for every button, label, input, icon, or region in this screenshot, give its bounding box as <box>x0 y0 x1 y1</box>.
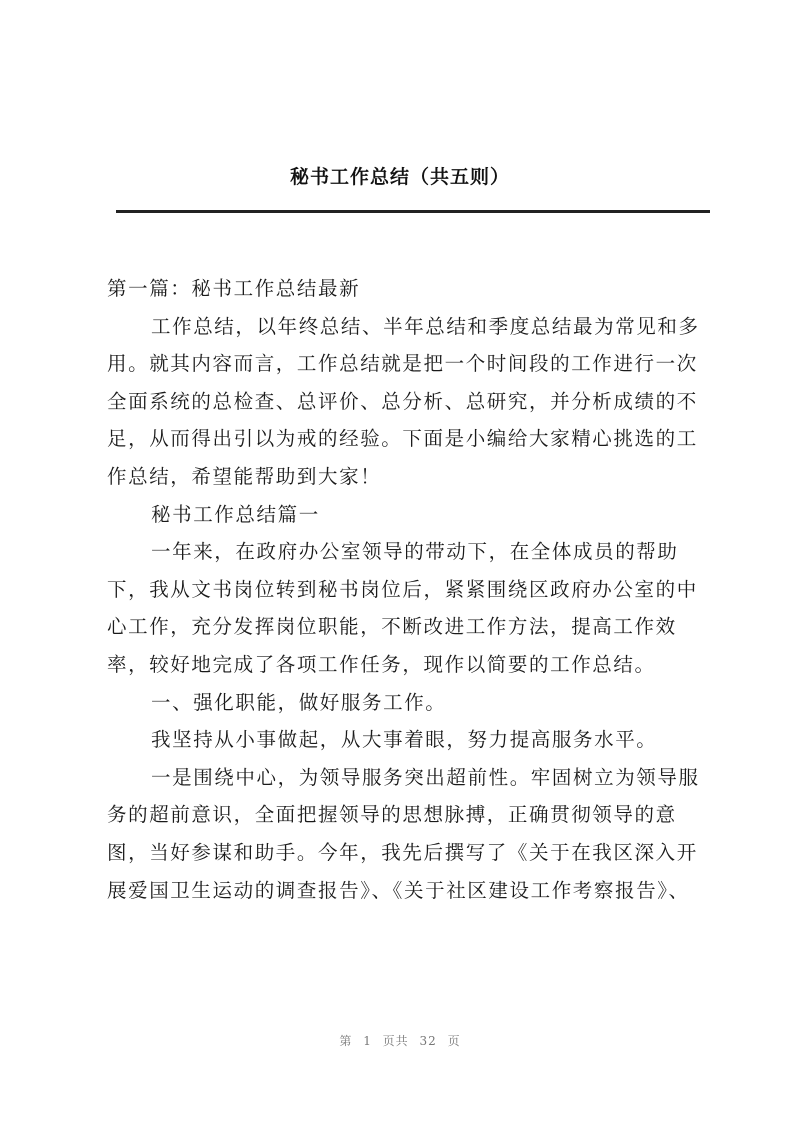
paragraph-line: 一、强化职能，做好服务工作。 <box>151 690 447 714</box>
paragraph-line: 心工作，充分发挥岗位职能，不断改进工作方法，提高工作效 <box>107 615 677 639</box>
paragraph-line: 我坚持从小事做起，从大事着眼，努力提高服务水平。 <box>151 728 658 752</box>
paragraph-line: 一年来，在政府办公室领导的带动下，在全体成员的帮助 <box>151 540 679 564</box>
paragraph-line: 第一篇：秘书工作总结最新 <box>107 277 361 300</box>
paragraph-line: 足，从而得出引以为戒的经验。下面是小编给大家精心挑选的工 <box>107 427 698 451</box>
paragraph-line: 务的超前意识，全面把握领导的思想脉搏，正确贯彻领导的意 <box>107 803 677 827</box>
paragraph-line: 展爱国卫生运动的调查报告》、《关于社区建设工作考察报告》、 <box>107 878 690 902</box>
paragraph-line: 率，较好地完成了各项工作任务，现作以简要的工作总结。 <box>107 652 656 676</box>
document-title: 秘书工作总结（共五则） <box>289 166 510 188</box>
paragraph-line: 用。就其内容而言，工作总结就是把一个时间段的工作进行一次 <box>107 352 698 376</box>
paragraph-line: 一是围绕中心，为领导服务突出超前性。牢固树立为领导服 <box>151 765 700 789</box>
paragraph-line: 下，我从文书岗位转到秘书岗位后，紧紧围绕区政府办公室的中 <box>107 577 698 601</box>
page-footer: 第 1 页共 32 页 <box>339 1034 461 1048</box>
paragraph-line: 工作总结，以年终总结、半年总结和季度总结最为常见和多 <box>151 314 700 338</box>
document-body <box>107 270 707 909</box>
paragraph-line: 秘书工作总结篇一 <box>151 502 320 526</box>
paragraph-line: 图，当好参谋和助手。今年，我先后撰写了《关于在我区深入开 <box>107 840 698 864</box>
paragraph-line: 作总结，希望能帮助到大家！ <box>107 464 382 488</box>
title-divider <box>116 210 710 213</box>
paragraph-line: 全面系统的总检查、总评价、总分析、总研究，并分析成绩的不 <box>107 389 698 413</box>
